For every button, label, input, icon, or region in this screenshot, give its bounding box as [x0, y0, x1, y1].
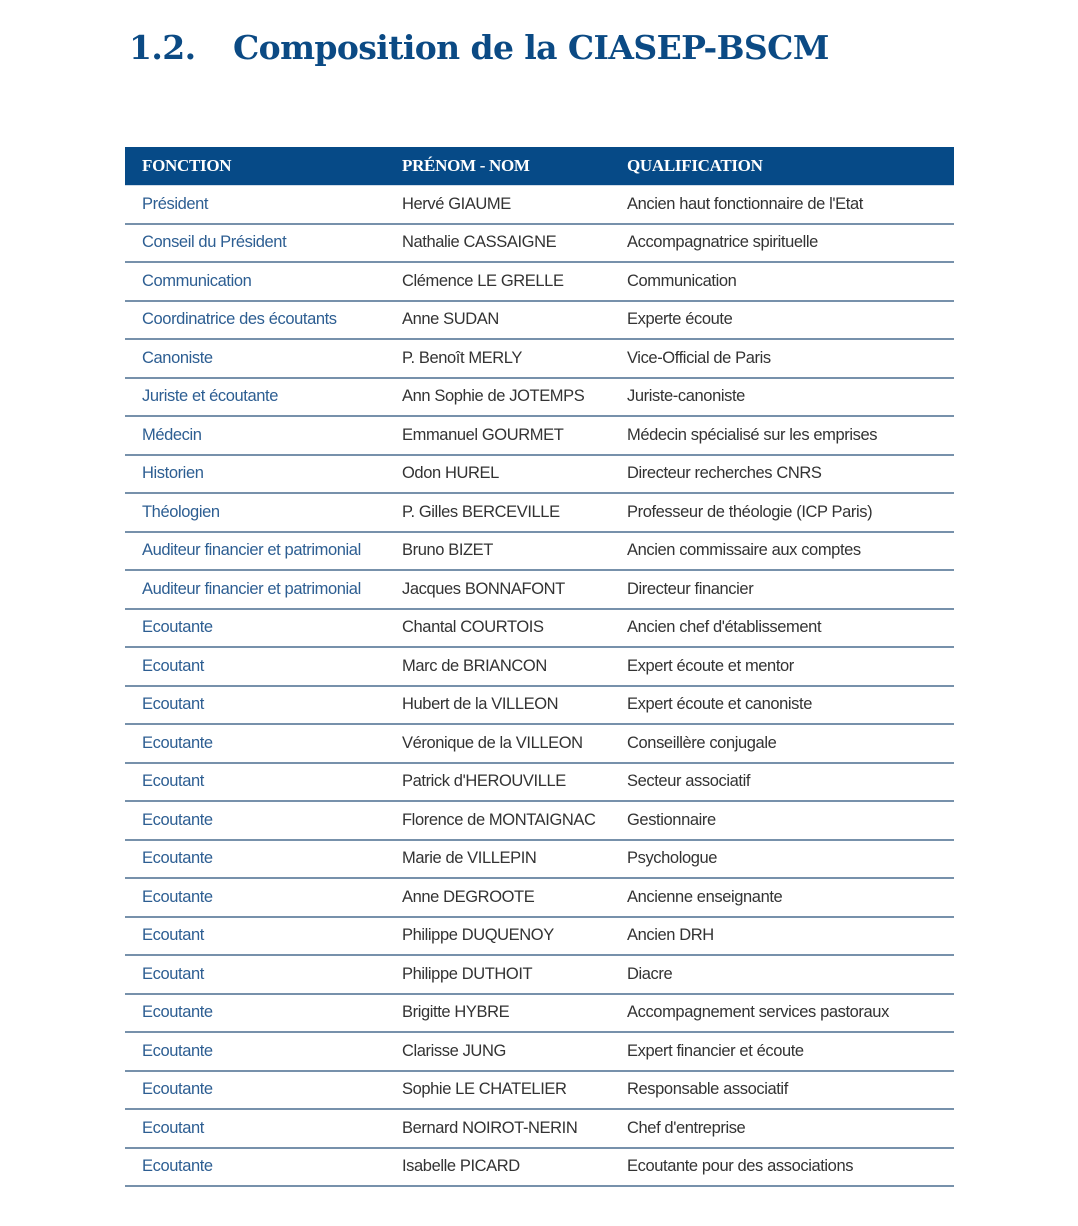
cell-prenom-nom: Nathalie CASSAIGNE — [402, 233, 557, 252]
cell-fonction: Théologien — [142, 502, 220, 521]
cell-qualification: Gestionnaire — [627, 810, 716, 829]
cell-qualification: Ancien haut fonctionnaire de l'Etat — [627, 194, 863, 213]
cell-fonction: Conseil du Président — [142, 233, 287, 252]
cell-qualification: Ancien DRH — [627, 926, 714, 945]
cell-fonction: Ecoutante — [142, 1157, 213, 1176]
cell-fonction: Juriste et écoutante — [142, 387, 279, 406]
table-row — [125, 533, 954, 572]
table-row — [125, 802, 954, 841]
cell-qualification: Diacre — [627, 964, 673, 983]
table-row — [125, 841, 954, 880]
cell-qualification: Directeur recherches CNRS — [627, 464, 822, 483]
cell-fonction: Ecoutant — [142, 695, 204, 714]
cell-prenom-nom: Isabelle PICARD — [402, 1157, 520, 1176]
table-row — [125, 956, 954, 995]
table-header — [125, 147, 954, 186]
table-row — [125, 648, 954, 687]
table-row — [125, 1033, 954, 1072]
table-row — [125, 340, 954, 379]
cell-prenom-nom: Philippe DUTHOIT — [402, 964, 533, 983]
cell-qualification: Juriste-canoniste — [627, 387, 745, 406]
cell-fonction: Ecoutant — [142, 656, 204, 675]
cell-prenom-nom: Marc de BRIANCON — [402, 656, 547, 675]
section-title: Composition de la CIASEP-BSCM — [233, 28, 829, 67]
cell-fonction: Ecoutante — [142, 849, 213, 868]
cell-prenom-nom: Hubert de la VILLEON — [402, 695, 559, 714]
cell-qualification: Chef d'entreprise — [627, 1118, 746, 1137]
cell-fonction: Ecoutant — [142, 772, 204, 791]
cell-prenom-nom: Véronique de la VILLEON — [402, 733, 583, 752]
cell-fonction: Auditeur financier et patrimonial — [142, 541, 361, 560]
cell-prenom-nom: Sophie LE CHATELIER — [402, 1080, 567, 1099]
cell-qualification: Accompagnatrice spirituelle — [627, 233, 818, 252]
cell-prenom-nom: Anne SUDAN — [402, 310, 499, 329]
table-row — [125, 225, 954, 264]
cell-qualification: Experte écoute — [627, 310, 733, 329]
cell-qualification: Psychologue — [627, 849, 718, 868]
cell-fonction: Ecoutante — [142, 733, 213, 752]
cell-qualification: Professeur de théologie (ICP Paris) — [627, 502, 873, 521]
cell-prenom-nom: Bernard NOIROT-NERIN — [402, 1118, 578, 1137]
cell-qualification: Vice-Official de Paris — [627, 348, 771, 367]
cell-fonction: Ecoutante — [142, 1080, 213, 1099]
cell-prenom-nom: Clarisse JUNG — [402, 1041, 506, 1060]
cell-fonction: Ecoutante — [142, 618, 213, 637]
table-row — [125, 302, 954, 341]
cell-prenom-nom: Emmanuel GOURMET — [402, 425, 564, 444]
cell-qualification: Ancienne enseignante — [627, 887, 783, 906]
table-row — [125, 456, 954, 495]
cell-fonction: Ecoutant — [142, 964, 204, 983]
cell-qualification: Accompagnement services pastoraux — [627, 1003, 889, 1022]
cell-prenom-nom: P. Gilles BERCEVILLE — [402, 502, 560, 521]
cell-prenom-nom: Anne DEGROOTE — [402, 887, 535, 906]
cell-qualification: Directeur financier — [627, 579, 754, 598]
composition-table — [125, 147, 954, 1187]
cell-qualification: Ecoutante pour des associations — [627, 1157, 854, 1176]
cell-prenom-nom: Hervé GIAUME — [402, 194, 511, 213]
cell-fonction: Coordinatrice des écoutants — [142, 310, 337, 329]
cell-qualification: Expert écoute et canoniste — [627, 695, 812, 714]
cell-fonction: Communication — [142, 271, 252, 290]
cell-prenom-nom: Clémence LE GRELLE — [402, 271, 564, 290]
table-row — [125, 1072, 954, 1111]
table-row — [125, 1110, 954, 1149]
cell-qualification: Ancien commissaire aux comptes — [627, 541, 861, 560]
header-fonction: FONCTION — [142, 156, 232, 175]
section-number: 1.2. — [129, 28, 196, 67]
cell-fonction: Président — [142, 194, 209, 213]
cell-prenom-nom: Brigitte HYBRE — [402, 1003, 510, 1022]
cell-prenom-nom: Odon HUREL — [402, 464, 499, 483]
cell-prenom-nom: Florence de MONTAIGNAC — [402, 810, 596, 829]
cell-qualification: Expert écoute et mentor — [627, 656, 794, 675]
table-row — [125, 725, 954, 764]
header-prenom-nom: PRÉNOM - NOM — [402, 156, 530, 175]
table-row — [125, 918, 954, 957]
table-row — [125, 417, 954, 456]
cell-qualification: Responsable associatif — [627, 1080, 788, 1099]
table-row — [125, 263, 954, 302]
cell-qualification: Expert financier et écoute — [627, 1041, 804, 1060]
table-row — [125, 494, 954, 533]
cell-prenom-nom: Chantal COURTOIS — [402, 618, 544, 637]
cell-qualification: Médecin spécialisé sur les emprises — [627, 425, 878, 444]
cell-prenom-nom: Marie de VILLEPIN — [402, 849, 537, 868]
cell-qualification: Conseillère conjugale — [627, 733, 777, 752]
cell-fonction: Ecoutante — [142, 887, 213, 906]
cell-prenom-nom: Jacques BONNAFONT — [402, 579, 565, 598]
section-heading — [129, 28, 829, 67]
table-row — [125, 687, 954, 726]
cell-fonction: Ecoutante — [142, 1041, 213, 1060]
cell-fonction: Ecoutant — [142, 926, 204, 945]
table-row — [125, 571, 954, 610]
cell-prenom-nom: P. Benoît MERLY — [402, 348, 522, 367]
cell-prenom-nom: Bruno BIZET — [402, 541, 493, 560]
cell-prenom-nom: Patrick d'HEROUVILLE — [402, 772, 566, 791]
table-row — [125, 995, 954, 1034]
cell-qualification: Secteur associatif — [627, 772, 751, 791]
table-row — [125, 1149, 954, 1188]
table-body — [125, 186, 954, 1187]
cell-prenom-nom: Ann Sophie de JOTEMPS — [402, 387, 585, 406]
cell-fonction: Ecoutante — [142, 810, 213, 829]
cell-fonction: Auditeur financier et patrimonial — [142, 579, 361, 598]
cell-fonction: Médecin — [142, 425, 202, 444]
table-row — [125, 764, 954, 803]
cell-fonction: Canoniste — [142, 348, 213, 367]
table-row — [125, 379, 954, 418]
cell-qualification: Ancien chef d'établissement — [627, 618, 822, 637]
header-qualification: QUALIFICATION — [627, 156, 763, 175]
cell-fonction: Historien — [142, 464, 204, 483]
cell-qualification: Communication — [627, 271, 737, 290]
table-row — [125, 879, 954, 918]
cell-fonction: Ecoutant — [142, 1118, 204, 1137]
cell-fonction: Ecoutante — [142, 1003, 213, 1022]
cell-prenom-nom: Philippe DUQUENOY — [402, 926, 554, 945]
table-row — [125, 610, 954, 649]
table-row — [125, 186, 954, 225]
